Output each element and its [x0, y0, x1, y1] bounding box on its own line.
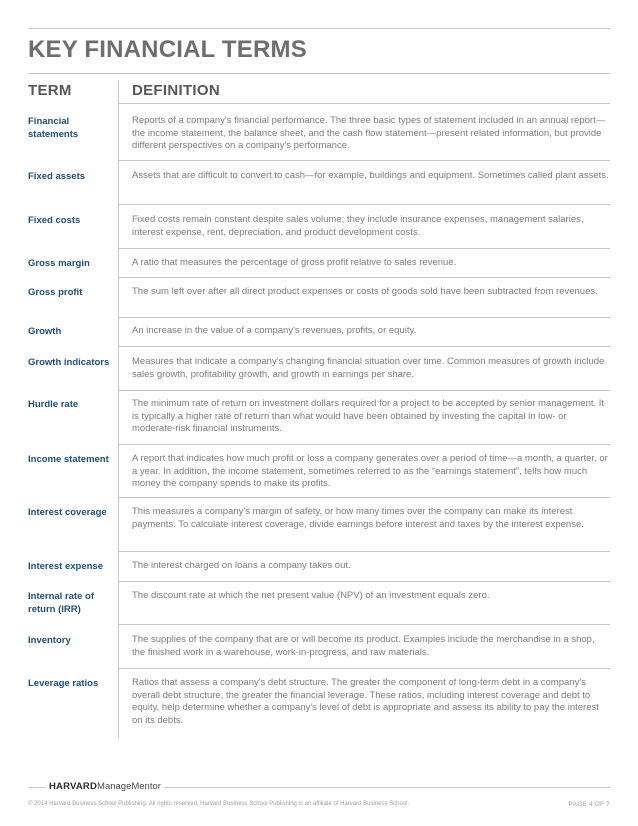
term-growth: Growth — [28, 326, 62, 337]
row-divider — [118, 204, 610, 205]
definition-interest-expense: The interest charged on loans a company takes out. — [132, 560, 351, 571]
row-divider — [118, 317, 610, 318]
row-divider — [118, 551, 610, 552]
term-interest-coverage: Interest coverage — [28, 507, 107, 518]
term-internal-rate-of-return: Internal rate of return (IRR) — [28, 591, 94, 615]
header-rule — [118, 103, 610, 104]
definition-column-header: DEFINITION — [132, 82, 220, 99]
row-divider — [118, 444, 610, 445]
row-divider — [118, 248, 610, 249]
page-title: KEY FINANCIAL TERMS — [28, 36, 307, 63]
term-gross-profit: Gross profit — [28, 287, 83, 298]
term-column-header: TERM — [28, 82, 72, 99]
term-interest-expense: Interest expense — [28, 561, 103, 572]
row-divider — [118, 346, 610, 347]
definition-inventory: The supplies of the company that are or will become its product. Examples include the merchandise in a shop, the finished work in a warehouse, work-in-progress, and raw materials. — [132, 634, 595, 658]
term-financial-statements: Financial statements — [28, 116, 79, 140]
definition-gross-margin: A ratio that measures the percentage of gross profit relative to sales revenue. — [132, 257, 457, 268]
definition-growth-indicators: Measures that indicate a company's changing financial situation over time. Common measures of growth include sales growth, profitability growth, and growth in earnings per share. — [132, 356, 605, 380]
term-inventory: Inventory — [28, 635, 71, 646]
row-divider — [118, 390, 610, 391]
row-divider — [118, 624, 610, 625]
definition-financial-statements: Reports of a company's financial performance. The three basic types of statement included in an annual report—the income statement, the balance sheet, and the cash flow statement—present related information, but provide different perspectives on a company's performance. — [132, 115, 606, 151]
term-fixed-costs: Fixed costs — [28, 215, 81, 226]
harvard-managementor-logo — [46, 780, 164, 793]
row-divider — [118, 668, 610, 669]
row-divider — [118, 160, 610, 161]
definition-hurdle-rate: The minimum rate of return on investment dollars required for a project to be accepted by senior management. It is typically a higher rate of return than what would have been obtained by investing the capital in low- or moderate-risk financial instruments. — [132, 398, 605, 434]
definition-leverage-ratios: Ratios that assess a company's debt structure. The greater the component of long-term debt in a company's overall debt structure, the greater the financial leverage. These ratios, including interest coverage and debt to equity, help determine whether a company's level of debt is appropriate and assess its ability to pay the interest on its debts. — [132, 677, 599, 726]
term-growth-indicators: Growth indicators — [28, 357, 110, 368]
brand-name-bold: HARVARD — [49, 781, 98, 792]
definition-growth: An increase in the value of a company's revenues, profits, or equity. — [132, 325, 417, 336]
definition-fixed-assets: Assets that are difficult to convert to cash—for example, buildings and equipment. Sometimes called plant assets. — [132, 170, 609, 181]
brand-name-rest: ManageMentor — [97, 781, 161, 792]
row-divider — [118, 581, 610, 582]
top-rule — [28, 28, 610, 29]
term-income-statement: Income statement — [28, 454, 109, 465]
term-fixed-assets: Fixed assets — [28, 171, 86, 182]
term-hurdle-rate: Hurdle rate — [28, 399, 79, 410]
term-gross-margin: Gross margin — [28, 258, 90, 269]
definition-gross-profit: The sum left over after all direct product expenses or costs of goods sold have been subtracted from revenues. — [132, 286, 598, 297]
title-rule — [28, 73, 610, 74]
copyright-notice: © 2014 Harvard Business School Publishing. All rights reserved. Harvard Business School Publishing is an affiliate of Harvard Business School. — [28, 801, 410, 807]
term-leverage-ratios: Leverage ratios — [28, 678, 99, 689]
column-divider — [118, 80, 119, 738]
definition-interest-coverage: This measures a company's margin of safety, or how many times over the company can make its interest payments. To calculate interest coverage, divide earnings before interest and taxes by the interest expense. — [132, 506, 584, 530]
row-divider — [118, 277, 610, 278]
definition-internal-rate-of-return: The discount rate at which the net present value (NPV) of an investment equals zero. — [132, 590, 490, 601]
definition-income-statement: A report that indicates how much profit or loss a company generates over a period of time—a month, a quarter, or a year. In addition, the income statement, sometimes referred to as the “earnings statement”, tells how much money the company spends to make its profits. — [132, 453, 608, 489]
definition-fixed-costs: Fixed costs remain constant despite sales volume; they include insurance expenses, management salaries, interest expense, rent, depreciation, and product development costs. — [132, 214, 584, 238]
page-number: PAGE 4 OF 7 — [568, 801, 610, 808]
row-divider — [118, 497, 610, 498]
